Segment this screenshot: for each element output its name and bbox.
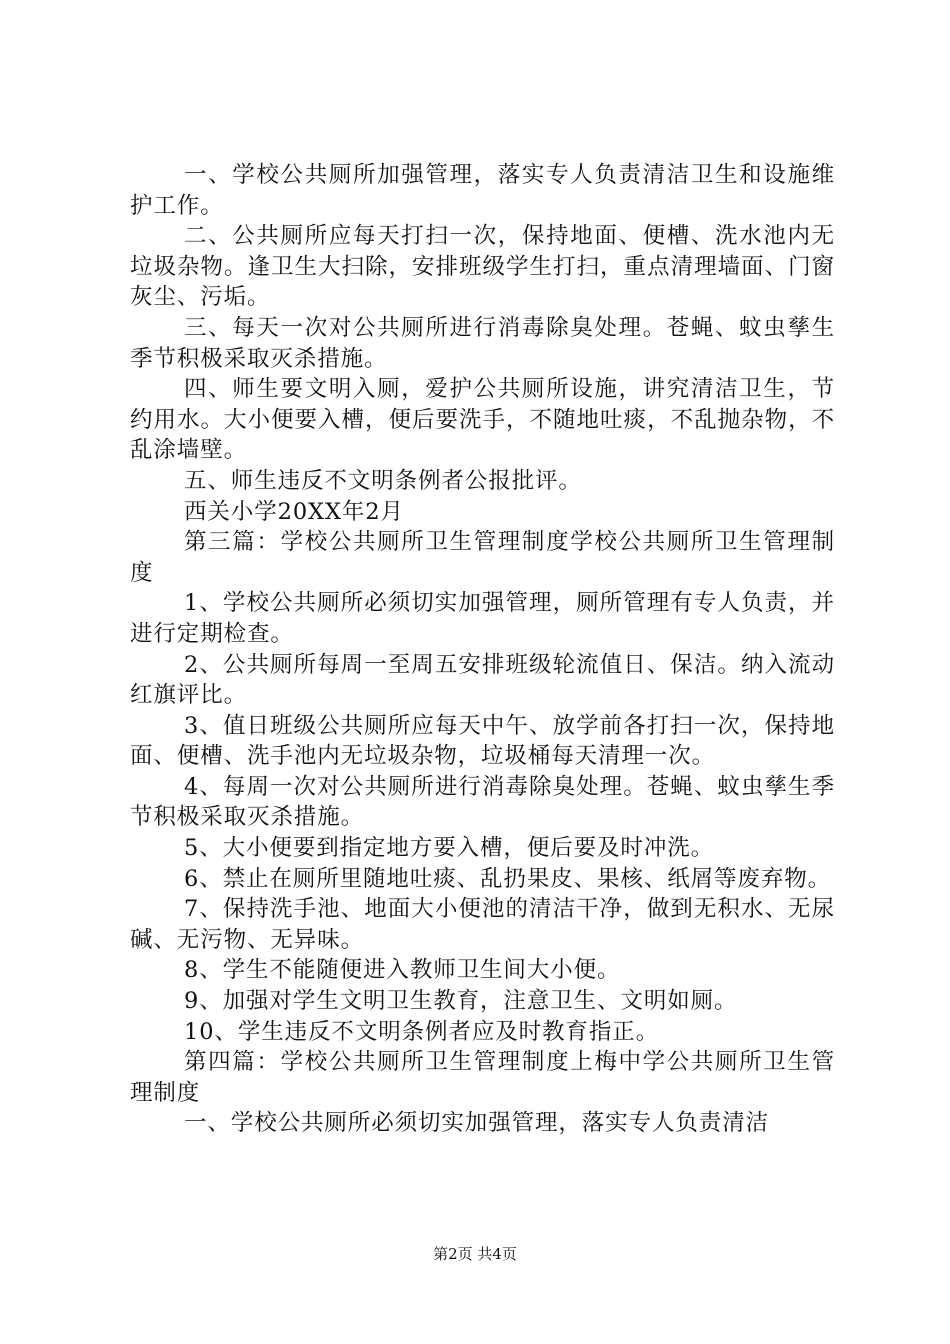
page-footer xyxy=(0,1244,950,1264)
paragraph-2: 二、公共厕所应每天打扫一次，保持地面、便槽、洗水池内无垃圾杂物。逢卫生大扫除，安排班级学生打扫，重点清理墙面、门窗灰尘、污垢。 xyxy=(130,223,835,311)
paragraph-4: 四、师生要文明入厕，爱护公共厕所设施，讲究清洁卫生，节约用水。大小便要入槽，便后要洗手，不随地吐痰，不乱抛杂物，不乱涂墙壁。 xyxy=(130,376,835,464)
rule-item-5: 5、大小便要到指定地方要入槽，便后要及时冲洗。 xyxy=(184,835,715,862)
paragraph-last: 一、学校公共厕所必须切实加强管理，落实专人负责清洁 xyxy=(184,1110,770,1137)
signature-line: 西关小学20XX年2月 xyxy=(184,498,404,525)
rule-item-10: 10、学生违反不文明条例者应及时教育指正。 xyxy=(184,1018,660,1045)
rule-item-2: 2、公共厕所每周一至周五安排班级轮流值日、保洁。纳入流动红旗评比。 xyxy=(130,651,835,709)
rule-item-4: 4、每周一次对公共厕所进行消毒除臭处理。苍蝇、蚊虫孳生季节积极采取灭杀措施。 xyxy=(130,773,835,831)
rule-item-8: 8、学生不能随便进入教师卫生间大小便。 xyxy=(184,957,621,984)
section-heading-4: 第四篇：学校公共厕所卫生管理制度上梅中学公共厕所卫生管理制度 xyxy=(130,1049,835,1106)
rule-item-7: 7、保持洗手池、地面大小便池的清洁干净，做到无积水、无尿碱、无污物、无异味。 xyxy=(130,896,835,953)
rule-item-3: 3、值日班级公共厕所应每天中午、放学前各打扫一次，保持地面、便槽、洗手池内无垃圾杂物，垃圾桶每天清理一次。 xyxy=(130,712,835,770)
paragraph-1: 一、学校公共厕所加强管理，落实专人负责清洁卫生和设施维护工作。 xyxy=(130,162,835,219)
paragraph-3: 三、每天一次对公共厕所进行消毒除臭处理。苍蝇、蚊虫孳生季节积极采取灭杀措施。 xyxy=(130,314,835,372)
section-heading-3: 第三篇：学校公共厕所卫生管理制度学校公共厕所卫生管理制度 xyxy=(130,529,835,586)
rule-item-6: 6、禁止在厕所里随地吐痰、乱扔果皮、果核、纸屑等废弃物。 xyxy=(184,865,832,892)
rule-item-9: 9、加强对学生文明卫生教育，注意卫生、文明如厕。 xyxy=(184,988,738,1015)
rule-item-1: 1、学校公共厕所必须切实加强管理，厕所管理有专人负责，并进行定期检查。 xyxy=(130,590,835,647)
paragraph-5: 五、师生违反不文明条例者公报批评。 xyxy=(184,467,582,494)
page-number: 第2页 共4页 xyxy=(433,1245,517,1263)
document-body xyxy=(130,160,835,1139)
